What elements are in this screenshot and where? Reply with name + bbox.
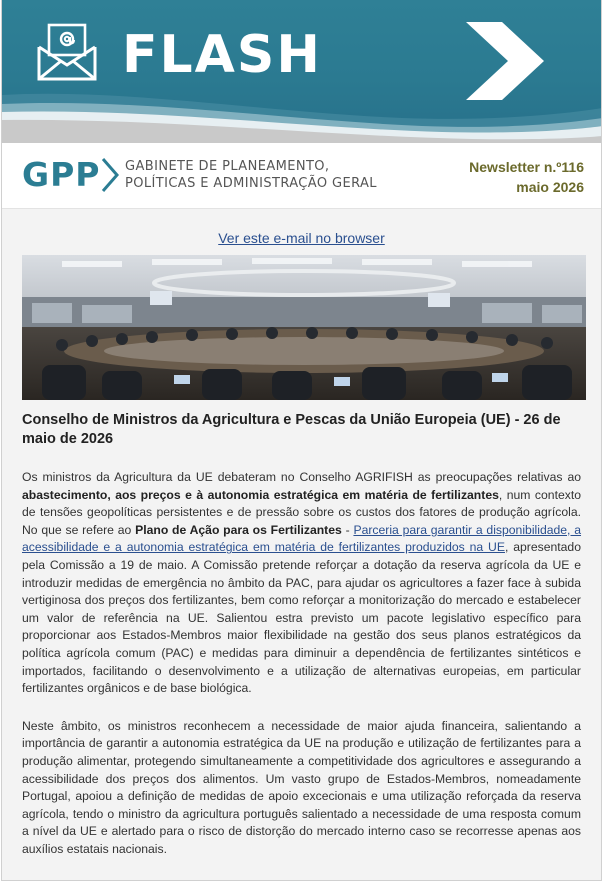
p1-bold-2: Plano de Ação para os Fertilizantes xyxy=(135,522,342,537)
chevron-right-icon xyxy=(462,20,546,102)
org-name-line2: POLÍTICAS E ADMINISTRAÇÃO GERAL xyxy=(125,176,377,191)
article-paragraph-2: Neste âmbito, os ministros reconhecem a necessidade de maior ajuda financeira, salientando a importância de garantir a autonomia estratégica da UE na produção e utilização de fertilizantes para a produção alimentar, protegendo simultaneamente a competitividade dos agricultores e assegurando a acessibilidade dos preços dos alimentos. Um vasto grupo de Estados-Membros, nomeadamente Portugal, apoiou a definição de medidas de apoio excecionais e uma utilização reforçada da reserva agrícola, tendo o ministro da agricultura português salientado a necessidade de uma resposta comum a nível da UE e alertado para o risco de distorção do mercado interno caso se recorresse apenas aos auxílios estatais nacionais. xyxy=(22,718,581,856)
org-name-line1: GABINETE DE PLANEAMENTO, xyxy=(125,159,330,174)
p1-text-3: - xyxy=(341,522,354,537)
fertilizer-partnership-link[interactable]: Parceria para garantir a disponibilidade, a acessibilidade e a autonomia estratégica em matéria de fertilizantes produzidos na UE xyxy=(22,522,582,555)
gpp-logo: GPP xyxy=(22,155,101,194)
p1-text-4: , apresentado pela Comissão a 19 de maio. A Comissão pretende reforçar a dotação da reserva agrícola da UE e introduzir medidas de emergência no âmbito da PAC, para ajudar os agricultores a fazer face à subida vertiginosa dos preços dos fertilizantes, bem como reforçar a monitorização do mercado e estabelecer um valor de referência na UE. Salientou estra previsto um pacote legislativo específico para proporcionar aos Estados-Membros maior flexibilidade na gestão dos seus planos estratégicos da política agrícola comum (PAC) e medidas para diminuir a dependência de fertilizantes sintéticos e importados, facilitando o desenvolvimento e a utilização de alternativas europeias, em particular fertilizantes orgânicos e de base biológica. xyxy=(22,540,581,696)
logo-chevron-icon xyxy=(101,157,119,193)
org-name xyxy=(125,158,377,192)
article-title: Conselho de Ministros da Agricultura e Pescas da União Europeia (UE) - 26 de maio de 2026 xyxy=(22,412,561,447)
view-in-browser-link[interactable]: Ver este e-mail no browser xyxy=(218,230,385,246)
newsletter-number: Newsletter n.º116 xyxy=(469,159,584,175)
p1-text-2: , num contexto de tensões geopolíticas persistentes e de pressão sobre os custos dos fatores de produção agrícola. No que se refere ao xyxy=(22,487,581,537)
article-paragraph-1 xyxy=(22,469,581,698)
org-header xyxy=(2,143,601,209)
article-photo xyxy=(22,255,586,400)
newsletter-frame xyxy=(1,0,602,881)
flash-banner xyxy=(2,0,601,143)
newsletter-date: maio 2026 xyxy=(516,179,584,195)
envelope-at-icon xyxy=(37,21,97,83)
banner-title: FLASH xyxy=(122,25,322,85)
newsletter-content xyxy=(2,209,601,881)
newsletter-info xyxy=(469,157,584,197)
p1-text-1: Os ministros da Agricultura da UE debateram no Conselho AGRIFISH as preocupações relativas ao xyxy=(22,470,581,484)
p1-bold-1: abastecimento, aos preços e à autonomia estratégica em matéria de fertilizantes xyxy=(22,487,499,502)
